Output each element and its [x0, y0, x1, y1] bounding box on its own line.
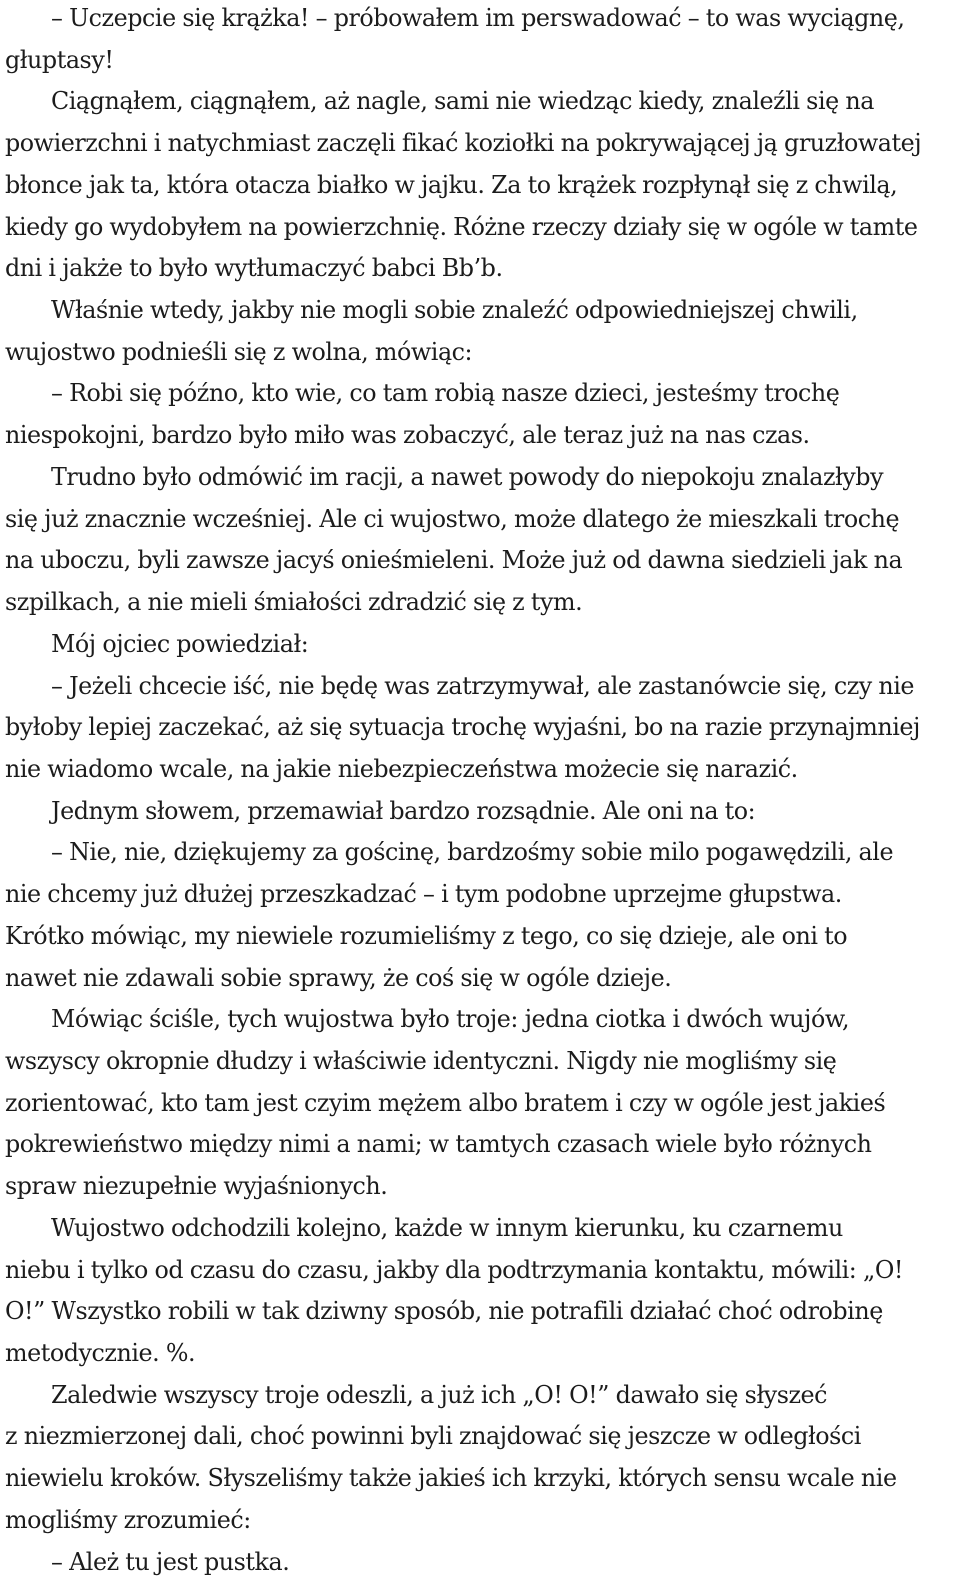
- text-line: z niezmierzonej dali, choć powinni byli znajdować się jeszcze w odległości: [5, 1422, 861, 1451]
- text-line: na uboczu, byli zawsze jacyś onieśmieleni. Może już od dawna siedzieli jak na: [5, 546, 903, 575]
- text-line: wszyscy okropnie dłudzy i właściwie identyczni. Nigdy nie mogliśmy się: [5, 1046, 837, 1075]
- text-line: się już znacznie wcześniej. Ale ci wujostwo, może dlatego że mieszkali trochę: [5, 504, 900, 533]
- text-line: dni i jakże to było wytłumaczyć babci Bb’b.: [5, 254, 503, 283]
- text-line: kiedy go wydobyłem na powierzchnię. Różne rzeczy działy się w ogóle w tamte: [5, 212, 918, 241]
- text-line: szpilkach, a nie mieli śmiałości zdradzić się z tym.: [5, 588, 583, 617]
- text-line: mogliśmy zrozumieć:: [5, 1505, 251, 1534]
- text-line: Wujostwo odchodzili kolejno, każde w innym kierunku, ku czarnemu: [51, 1213, 843, 1242]
- text-line: nie chcemy już dłużej przeszkadzać – i tym podobne uprzejme głupstwa.: [5, 880, 842, 909]
- text-line: błonce jak ta, która otacza białko w jajku. Za to krążek rozpłynął się z chwilą,: [5, 170, 898, 199]
- text-line: zorientować, kto tam jest czyim mężem albo bratem i czy w ogóle jest jakieś: [5, 1088, 886, 1117]
- text-line: głuptasy!: [5, 45, 114, 74]
- text-line: – Robi się późno, kto wie, co tam robią nasze dzieci, jesteśmy trochę: [51, 379, 840, 408]
- text-line: niebu i tylko od czasu do czasu, jakby dla podtrzymania kontaktu, mówili: „O!: [5, 1255, 904, 1284]
- text-line: spraw niezupełnie wyjaśnionych.: [5, 1172, 388, 1201]
- text-line: powierzchni i natychmiast zaczęli fikać koziołki na pokrywającej ją gruzłowatej: [5, 129, 922, 158]
- text-line: Mówiąc ściśle, tych wujostwa było troje: jedna ciotka i dwóch wujów,: [51, 1005, 850, 1034]
- text-line: Jednym słowem, przemawiał bardzo rozsądnie. Ale oni na to:: [51, 796, 756, 825]
- text-line: – Jeżeli chcecie iść, nie będę was zatrzymywał, ale zastanówcie się, czy nie: [51, 671, 915, 700]
- text-line: wujostwo podnieśli się z wolna, mówiąc:: [5, 337, 473, 366]
- text-line: – Uczepcie się krążka! – próbowałem im perswadować – to was wyciągnę,: [51, 4, 905, 32]
- text-line: metodycznie. %.: [5, 1339, 196, 1367]
- text-line: Ciągnąłem, ciągnąłem, aż nagle, sami nie wiedząc kiedy, znaleźli się na: [51, 87, 874, 116]
- text-line: Właśnie wtedy, jakby nie mogli sobie znaleźć odpowiedniejszej chwili,: [51, 296, 858, 325]
- text-line: nie wiadomo wcale, na jakie niebezpieczeństwa możecie się narazić.: [5, 754, 798, 783]
- text-line: Mój ojciec powiedział:: [51, 629, 309, 658]
- text-line: – Nie, nie, dziękujemy za gościnę, bardzośmy sobie milo pogawędzili, ale: [51, 838, 894, 867]
- body-text: [5, 0, 960, 1583]
- text-line: Zaledwie wszyscy troje odeszli, a już ich „O! O!” dawało się słyszeć: [51, 1380, 828, 1409]
- text-line: niewielu kroków. Słyszeliśmy także jakieś ich krzyki, których sensu wcale nie: [5, 1464, 897, 1493]
- text-line: niespokojni, bardzo było miło was zobaczyć, ale teraz już na nas czas.: [5, 421, 810, 450]
- text-line: O!” Wszystko robili w tak dziwny sposób, nie potrafili działać choć odrobinę: [5, 1297, 883, 1326]
- text-line: pokrewieństwo między nimi a nami; w tamtych czasach wiele było różnych: [5, 1130, 872, 1159]
- text-line: Trudno było odmówić im racji, a nawet powody do niepokoju znalazłyby: [51, 462, 884, 491]
- text-line: Krótko mówiąc, my niewiele rozumieliśmy z tego, co się dzieje, ale oni to: [5, 921, 848, 950]
- text-line: nawet nie zdawali sobie sprawy, że coś się w ogóle dzieje.: [5, 963, 672, 992]
- text-line: – Ależ tu jest pustka.: [51, 1547, 290, 1576]
- text-line: byłoby lepiej zaczekać, aż się sytuacja trochę wyjaśni, bo na razie przynajmniej: [5, 713, 920, 742]
